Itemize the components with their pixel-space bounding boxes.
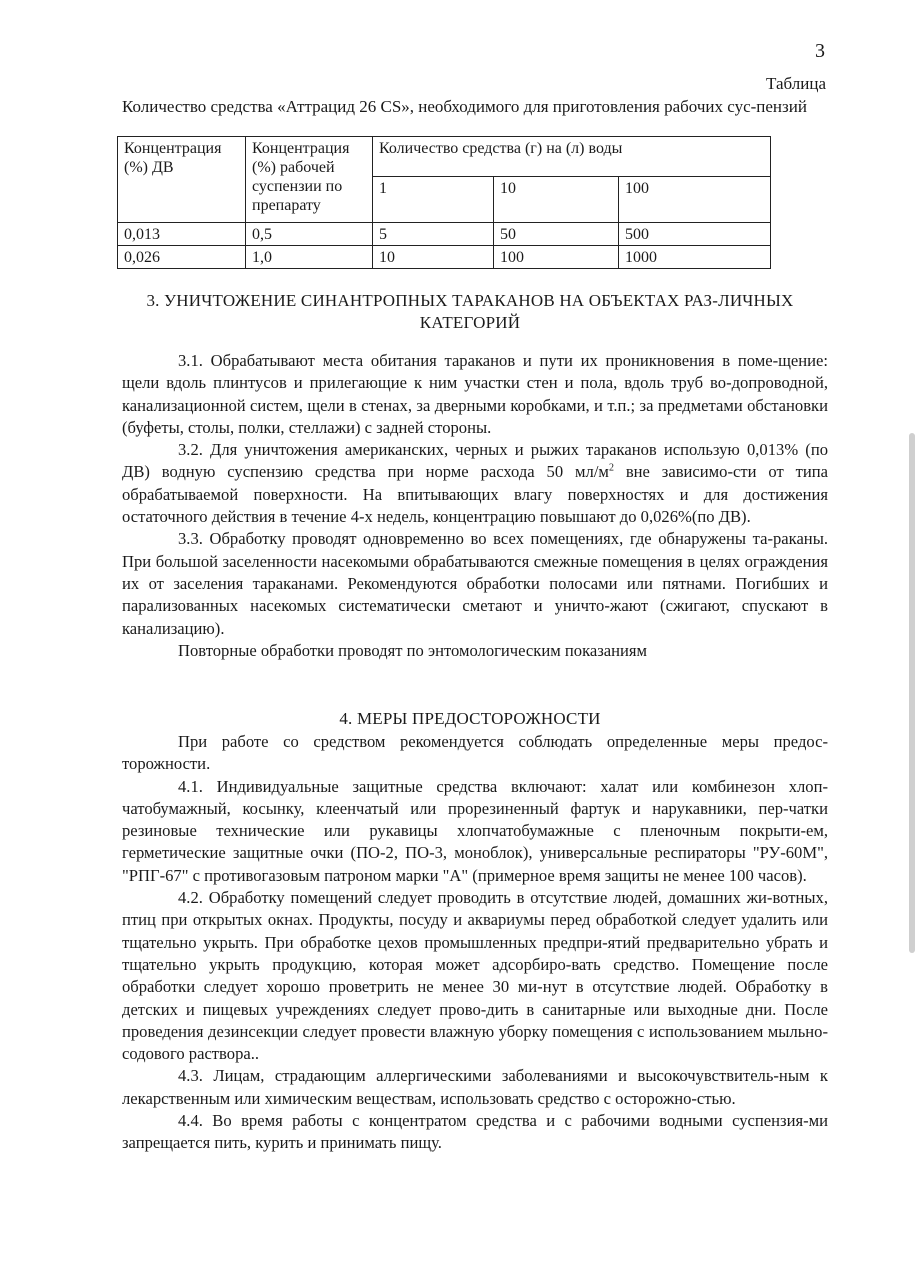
paragraph-3-3: 3.3. Обработку проводят одновременно во всех помещениях, где обнаружены та-раканы. При большой заселенности насекомыми обрабатываются смежные помещения в целях ограждения их от заселения тараканами. Рекомендуются обработки полосами или пятнами. Погибших и парализованных насекомых систематически сметают и уничто-жают (сжигают, спускают в канализацию). bbox=[122, 529, 828, 638]
cell-v100: 1000 bbox=[619, 246, 771, 269]
section-3-body bbox=[122, 350, 828, 662]
header-volume-100: 100 bbox=[619, 177, 771, 223]
paragraph-4-2: 4.2. Обработку помещений следует проводить в отсутствие людей, домашних жи-вотных, птиц при открытых окнах. Продукты, посуду и аквариумы перед обработкой следует удалить или тщательно укрыть. При обработке цехов промышленных предпри-ятий предварительно убрать и тщательно укрыть продукцию, которая может адсорбиро-вать средство. Помещение после обработки следует хорошо проветрить не менее 30 ми-нут в отсутствие людей. Обработку в детских и пищевых учреждениях следует прово-дить в санитарные или выходные дни. После проведения дезинсекции следует провести влажную уборку помещения с использованием мыльно-содового раствора.. bbox=[122, 888, 828, 1064]
table-row bbox=[118, 246, 771, 269]
cell-dv: 0,026 bbox=[118, 246, 246, 269]
cell-v10: 100 bbox=[494, 246, 619, 269]
header-concentration-suspension: Концентрация (%) рабочей суспензии по препарату bbox=[246, 137, 373, 223]
paragraph-3-1: 3.1. Обрабатывают места обитания тараканов и пути их проникновения в поме-щение: щели вдоль плинтусов и прилегающие к ним участки стен и пола, вдоль труб во-допроводной, канализационной систем, щели в стенах, за дверными коробками, и т.п.; за предметами обстановки (буфеты, столы, полки, стеллажи) с задней стороны. bbox=[122, 351, 828, 437]
cell-v1: 5 bbox=[373, 223, 494, 246]
header-volume-1: 1 bbox=[373, 177, 494, 223]
section-3-title: 3. УНИЧТОЖЕНИЕ СИНАНТРОПНЫХ ТАРАКАНОВ НА ОБЪЕКТАХ РАЗ-ЛИЧНЫХ КАТЕГОРИЙ bbox=[146, 291, 794, 332]
section-4-body bbox=[122, 731, 828, 1155]
cell-v10: 50 bbox=[494, 223, 619, 246]
superscript-2: 2 bbox=[608, 462, 614, 474]
paragraph-4-4: 4.4. Во время работы с концентратом средства и с рабочими водными суспензия-ми запрещается пить, курить и принимать пищу. bbox=[122, 1111, 828, 1153]
cell-v100: 500 bbox=[619, 223, 771, 246]
cell-prep: 0,5 bbox=[246, 223, 373, 246]
cell-dv: 0,013 bbox=[118, 223, 246, 246]
header-volume-10: 10 bbox=[494, 177, 619, 223]
table-label: Таблица bbox=[766, 74, 826, 93]
scrollbar[interactable] bbox=[909, 433, 915, 953]
table-row bbox=[118, 223, 771, 246]
paragraph-4-intro: При работе со средством рекомендуется соблюдать определенные меры предос-торожности. bbox=[122, 732, 828, 774]
paragraph-4-3: 4.3. Лицам, страдающим аллергическими заболеваниями и высокочувствитель-ным к лекарственным или химическим веществам, использовать средство с осторожно-стью. bbox=[122, 1066, 828, 1108]
cell-v1: 10 bbox=[373, 246, 494, 269]
section-4-title: 4. МЕРЫ ПРЕДОСТОРОЖНОСТИ bbox=[339, 709, 601, 728]
paragraph-3-2-text-b: вне зависимо-сти от типа обрабатываемой поверхности. На впитывающих влагу поверхностях и для достижения остаточного действия в течение 4-х недель, концентрацию повышают до 0,026%(по ДВ). bbox=[122, 462, 828, 527]
quantity-table bbox=[117, 136, 771, 269]
header-amount: Количество средства (г) на (л) воды bbox=[373, 137, 771, 177]
paragraph-4-1: 4.1. Индивидуальные защитные средства включают: халат или комбинезон хлоп-чатобумажный, косынку, клеенчатый или прорезиненный фартук и нарукавники, пер-чатки резиновые технические или рукавицы хлопчатобумажные с пленочным покрыти-ем, герметические защитные очки (ПО-2, ПО-3, моноблок), универсальные респираторы "РУ-60М", "РПГ-67" с противогазовым патроном марки "А" (примерное время защиты не менее 100 часов). bbox=[122, 776, 828, 885]
paragraph-3-2 bbox=[122, 439, 828, 528]
cell-prep: 1,0 bbox=[246, 246, 373, 269]
page-number: 3 bbox=[815, 40, 825, 62]
table-caption: Количество средства «Аттрацид 26 CS», необходимого для приготовления рабочих сус-пензий bbox=[122, 97, 807, 116]
header-concentration-dv: Концентрация (%) ДВ bbox=[118, 137, 246, 223]
paragraph-3-4: Повторные обработки проводят по энтомологическим показаниям bbox=[178, 640, 648, 660]
paragraph-3-2-text-a: 3.2. Для уничтожения американских, черных и рыжих тараканов использую 0,013% (по ДВ) водную суспензию средства при норме расхода 50 мл/м bbox=[122, 440, 828, 482]
